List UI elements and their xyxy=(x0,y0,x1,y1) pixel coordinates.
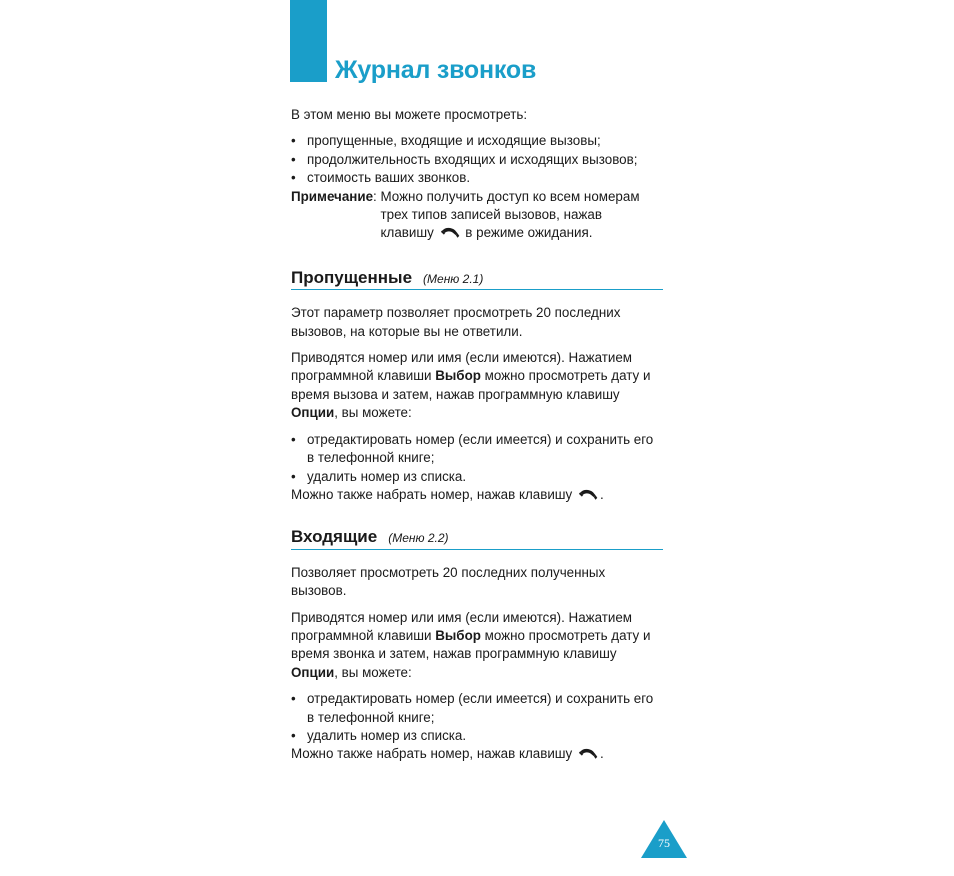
text-run: , вы можете: xyxy=(334,664,412,680)
phone-handset-icon xyxy=(578,488,598,501)
section-menu-ref: (Меню 2.1) xyxy=(423,271,484,286)
section-paragraph xyxy=(291,349,663,423)
section-paragraph xyxy=(291,609,663,683)
section-paragraph: Позволяет просмотреть 20 последних полученных вызовов. xyxy=(291,564,606,599)
section-footer xyxy=(291,486,663,504)
page-title: Журнал звонков xyxy=(335,56,537,84)
text-run: можно просмотреть дату и время звонка и затем, нажав программную клавишу xyxy=(291,627,651,662)
section-header-missed xyxy=(291,269,663,290)
list-item: • пропущенные, входящие и исходящие вызовы; xyxy=(291,132,663,150)
list-item: • удалить номер из списка. xyxy=(291,468,663,486)
footer-text: Можно также набрать номер, нажав клавишу xyxy=(291,486,573,502)
text-run: Приводятся номер или имя (если имеются). Нажатием программной клавиши xyxy=(291,350,633,384)
page-number: 75 xyxy=(658,836,670,850)
text-run: Приводятся номер или имя (если имеются). Нажатием программной клавиши xyxy=(291,609,633,643)
section-title: Входящие xyxy=(291,527,378,547)
footer-text: Можно также набрать номер, нажав клавишу xyxy=(291,746,573,762)
note-colon: : xyxy=(373,188,381,204)
footer-end: . xyxy=(599,746,604,762)
section-paragraph: Этот параметр позволяет просмотреть 20 последних вызовов, на которые вы не ответили. xyxy=(291,305,621,339)
phone-handset-icon xyxy=(578,747,598,760)
page-number-marker xyxy=(641,820,687,858)
list-item: • продолжительность входящих и исходящих вызовов; xyxy=(291,151,663,169)
softkey-options-label: Опции xyxy=(291,664,335,680)
text-run: можно просмотреть дату и время вызова и затем, нажав программную клавишу xyxy=(291,368,651,402)
note-text-end: в режиме ожидания. xyxy=(465,225,593,241)
footer-end: . xyxy=(599,486,604,502)
note xyxy=(291,188,663,243)
list-item: • отредактировать номер (если имеется) и сохранить его в телефонной книге; xyxy=(291,431,663,468)
softkey-select-label: Выбор xyxy=(435,368,481,384)
intro-lead: В этом меню вы можете просмотреть: xyxy=(291,107,528,122)
page-content xyxy=(291,106,663,764)
section-header-incoming xyxy=(291,528,663,549)
accent-block xyxy=(290,0,327,82)
note-text xyxy=(381,188,653,243)
text-run: , вы можете: xyxy=(334,405,412,421)
options-list xyxy=(291,690,663,745)
list-item: • удалить номер из списка. xyxy=(291,727,663,745)
list-item: • отредактировать номер (если имеется) и сохранить его в телефонной книге; xyxy=(291,690,663,727)
options-list xyxy=(291,431,663,486)
section-menu-ref: (Меню 2.2) xyxy=(388,531,449,546)
note-text-start: Можно получить доступ ко всем номерам трех типов записей вызовов, нажав клавишу xyxy=(380,188,640,241)
phone-handset-icon xyxy=(440,226,460,239)
section-title: Пропущенные xyxy=(291,267,413,287)
note-label: Примечание xyxy=(291,188,374,204)
intro-list xyxy=(291,132,663,187)
list-item: • стоимость ваших звонков. xyxy=(291,169,663,187)
softkey-select-label: Выбор xyxy=(435,627,481,643)
section-footer xyxy=(291,745,663,763)
softkey-options-label: Опции xyxy=(291,405,335,421)
